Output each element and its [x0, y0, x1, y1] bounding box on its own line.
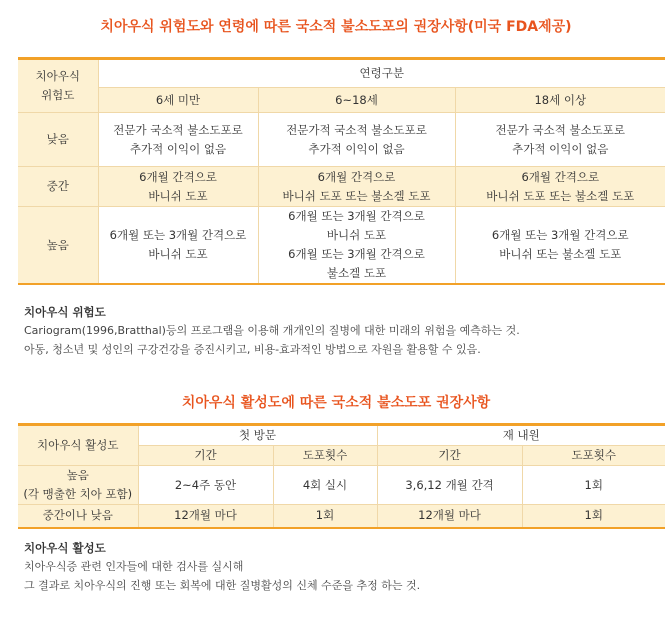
cell-midlow-revisit-count: 1회	[522, 505, 665, 528]
first-period-header: 기간	[138, 446, 273, 466]
note2-title: 치아우식 활성도	[24, 541, 106, 555]
revisit-header: 재 내원	[377, 425, 665, 446]
revisit-count-header: 도포횟수	[522, 446, 665, 466]
cell-mid-6to18: 6개월 간격으로 바니쉬 도포 또는 불소겔 도포	[258, 167, 455, 207]
cell-high-under6: 6개월 또는 3개월 간격으로 바니쉬 도포	[98, 207, 258, 285]
cell-high-revisit-count: 1회	[522, 466, 665, 505]
note2-line1: 치아우식증 관련 인자들에 대한 검사를 실시해	[24, 560, 244, 573]
cell-midlow-first-period: 12개월 마다	[138, 505, 273, 528]
age-col-under6: 6세 미만	[98, 88, 258, 113]
note1-line1: Cariogram(1996,Bratthal)등의 프로그램을 이용해 개개인의 질병에 대한 미래의 위험을 예측하는 것.	[24, 324, 520, 337]
cell-high-first-count: 4회 실시	[273, 466, 377, 505]
cell-mid-under6: 6개월 간격으로 바니쉬 도포	[98, 167, 258, 207]
age-col-6to18: 6~18세	[258, 88, 455, 113]
cell-midlow-first-count: 1회	[273, 505, 377, 528]
cell-high-6to18: 6개월 또는 3개월 간격으로 바니쉬 도포 6개월 또는 3개월 간격으로 불소겔 도포	[258, 207, 455, 285]
cell-mid-over18: 6개월 간격으로 바니쉬 도포 또는 불소겔 도포	[455, 167, 665, 207]
revisit-period-header: 기간	[377, 446, 522, 466]
cell-high-revisit-period: 3,6,12 개월 간격	[377, 466, 522, 505]
cell-high-first-period: 2~4주 동안	[138, 466, 273, 505]
table2-title: 치아우식 활성도에 따른 국소적 불소도포 권장사항	[181, 395, 491, 411]
note1-title: 치아우식 위험도	[24, 305, 106, 319]
activity-column-header: 치아우식 활성도	[18, 425, 138, 466]
row-label-mid-low-activity: 중간이나 낮음	[18, 505, 138, 528]
age-col-over18: 18세 이상	[455, 88, 665, 113]
fluoride-by-activity-table	[18, 423, 665, 529]
table1-title: 치아우식 위험도와 연령에 따른 국소적 불소도포의 권장사항(미국 FDA제공)	[100, 19, 572, 35]
cell-low-over18: 전문가 국소적 불소도포로 추가적 이익이 없음	[455, 113, 665, 167]
note2-line2: 그 결과로 치아우식의 진행 또는 회복에 대한 질병활성의 신체 수준을 추정 하는 것.	[24, 579, 421, 592]
cell-low-under6: 전문가 국소적 불소도포로 추가적 이익이 없음	[98, 113, 258, 167]
cell-low-6to18: 전문가적 국소적 불소도포로 추가적 이익이 없음	[258, 113, 455, 167]
first-visit-header: 첫 방문	[138, 425, 377, 446]
risk-column-header: 치아우식 위험도	[18, 59, 98, 113]
note1-line2: 아동, 청소년 및 성인의 구강건강을 증진시키고, 비용-효과적인 방법으로 자원을 활용할 수 있음.	[24, 343, 481, 356]
row-label-high: 높음	[18, 207, 98, 285]
first-count-header: 도포횟수	[273, 446, 377, 466]
row-label-low: 낮음	[18, 113, 98, 167]
age-group-header: 연령구분	[98, 59, 665, 88]
fluoride-by-risk-age-table	[18, 57, 665, 285]
row-label-mid: 중간	[18, 167, 98, 207]
cell-midlow-revisit-period: 12개월 마다	[377, 505, 522, 528]
row-label-high-activity: 높음 (각 맹출한 치아 포함)	[18, 466, 138, 505]
cell-high-over18: 6개월 또는 3개월 간격으로 바니쉬 또는 불소겔 도포	[455, 207, 665, 285]
